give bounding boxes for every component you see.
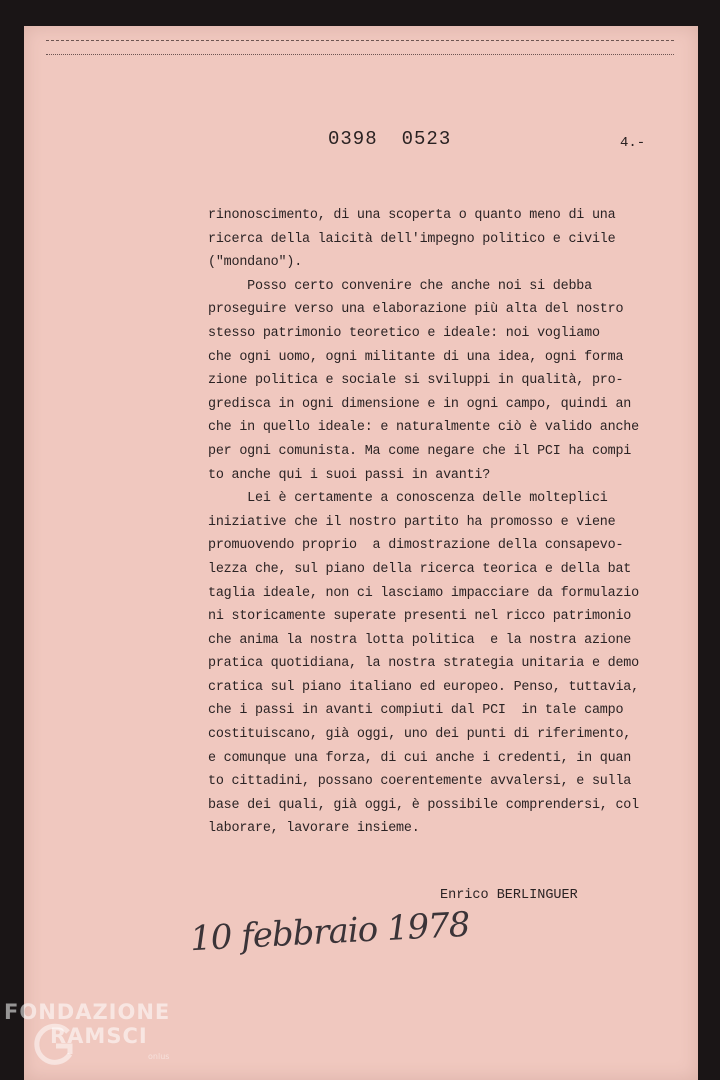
body-line: per ogni comunista. Ma come negare che il PCI ha compi — [208, 443, 632, 459]
body-line: taglia ideale, non ci lasciamo impacciare da formulazio — [208, 585, 639, 601]
body-line: che i passi in avanti compiuti dal PCI in tale campo — [208, 703, 624, 719]
doc-number-part-2: 0523 — [401, 128, 452, 150]
letter-body — [208, 204, 668, 841]
body-line: che anima la nostra lotta politica e la nostra azione — [208, 632, 632, 648]
body-line: proseguire verso una elaborazione più alta del nostro — [208, 302, 624, 318]
body-line: promuovendo proprio a dimostrazione della consapevo- — [208, 538, 624, 554]
body-line: che in quello ideale: e naturalmente ciò è valido anche — [208, 420, 639, 436]
body-line: costituiscano, già oggi, uno dei punti di riferimento, — [208, 727, 632, 743]
document-number — [328, 128, 475, 150]
body-line: che ogni uomo, ogni militante di una idea, ogni forma — [208, 349, 624, 365]
body-line: stesso patrimonio teoretico e ideale: noi vogliamo — [208, 325, 600, 341]
top-rule-dotted — [46, 54, 674, 55]
handwritten-date: 10 febbraio 1978 — [189, 904, 471, 960]
body-line: to anche qui i suoi passi in avanti? — [208, 467, 491, 483]
watermark-line-1: FONDAZIONE — [4, 1000, 171, 1024]
watermark-line-2: RAMSCI — [50, 1024, 148, 1048]
body-line: cratica sul piano italiano ed europeo. Penso, tuttavia, — [208, 679, 639, 695]
body-line: pratica quotidiana, la nostra strategia unitaria e demo — [208, 656, 639, 672]
fondazione-gramsci-watermark — [4, 1000, 204, 1080]
body-line: to cittadini, possano coerentemente avvalersi, e sulla — [208, 774, 632, 790]
body-line: Lei è certamente a conoscenza delle molteplici — [208, 491, 608, 507]
body-line: iniziative che il nostro partito ha promosso e viene — [208, 514, 616, 530]
top-rule — [46, 40, 674, 41]
body-line: e comunque una forza, di cui anche i credenti, in quan — [208, 750, 632, 766]
page-number: 4.- — [620, 135, 646, 151]
body-line: gredisca in ogni dimensione e in ogni campo, quindi an — [208, 396, 632, 412]
body-line: ricerca della laicità dell'impegno politico e civile — [208, 231, 616, 247]
body-line: rinonoscimento, di una scoperta o quanto meno di una — [208, 208, 616, 223]
body-line: laborare, lavorare insieme. — [208, 821, 420, 837]
body-line: Posso certo convenire che anche noi si debba — [208, 278, 592, 294]
body-line: zione politica e sociale si sviluppi in qualità, pro- — [208, 373, 624, 389]
watermark-onlus: onlus — [148, 1052, 170, 1061]
body-line: ni storicamente superate presenti nel ricco patrimonio — [208, 609, 632, 625]
body-line: base dei quali, già oggi, è possibile comprendersi, col — [208, 797, 639, 813]
body-line: lezza che, sul piano della ricerca teorica e della bat — [208, 561, 632, 577]
body-line: ("mondano"). — [208, 255, 303, 271]
signature: Enrico BERLINGUER — [440, 888, 578, 903]
doc-number-part-1: 0398 — [328, 128, 378, 150]
